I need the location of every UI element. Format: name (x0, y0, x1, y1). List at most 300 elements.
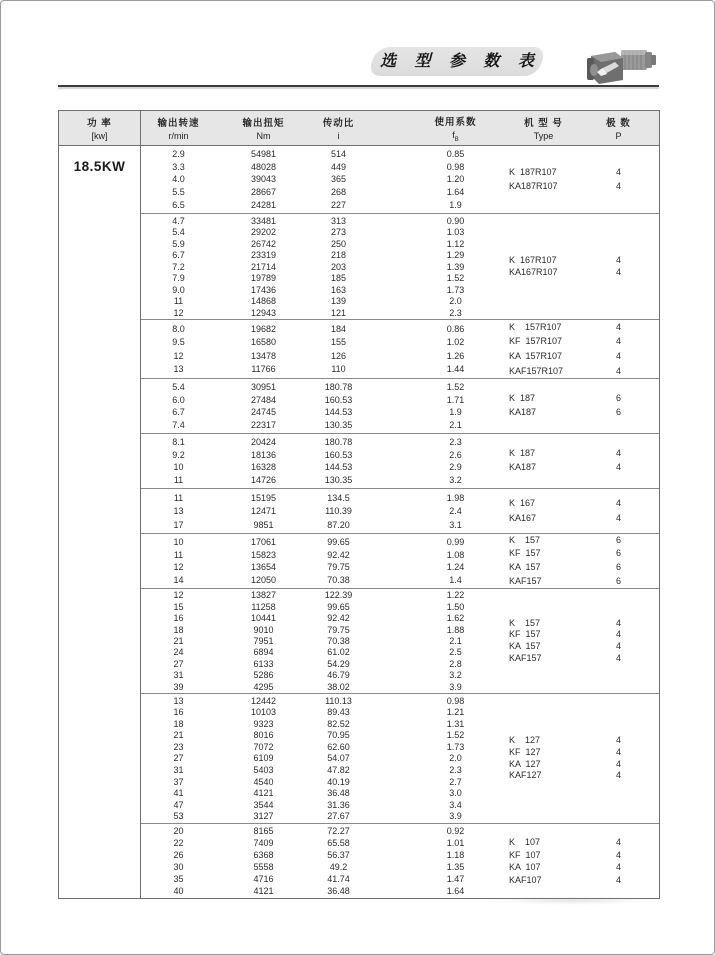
pole-count: 4 (615, 513, 621, 523)
cell: 82.52 (327, 718, 350, 729)
pole-count: 4 (615, 167, 621, 178)
cell: 139 (330, 296, 347, 306)
cell: 26742 (250, 238, 277, 249)
cell: 47.82 (327, 765, 350, 776)
cell: 40 (173, 886, 184, 896)
cell: 70.38 (327, 575, 350, 586)
cell: 163 (330, 284, 347, 295)
cell: 8016 (253, 730, 274, 741)
cell: 1.24 (446, 562, 465, 573)
cell: 49.2 (329, 862, 348, 872)
cell: 31 (173, 670, 184, 681)
cell: 0.90 (446, 215, 465, 226)
cell: 62.60 (327, 741, 350, 752)
model-type: KAF127 (509, 770, 542, 781)
cell: 3544 (253, 799, 274, 810)
cell: 1.26 (446, 350, 465, 361)
cell: 70.95 (327, 730, 350, 741)
cell: 1.44 (446, 364, 465, 375)
table-section (141, 213, 659, 319)
pole-count: 4 (615, 874, 621, 885)
cell: 14 (173, 575, 184, 586)
model-type: K 187 (509, 393, 536, 404)
cell: 12 (173, 307, 184, 318)
cell: 53 (173, 811, 184, 822)
cell: 0.98 (446, 161, 465, 172)
cell: 27484 (250, 394, 277, 405)
table-header-row (59, 111, 659, 146)
cell: 10 (173, 462, 184, 473)
cell: 7951 (253, 635, 274, 646)
cell: 99.65 (327, 601, 350, 612)
cell: 4121 (253, 788, 274, 799)
table-section (141, 433, 659, 488)
table-section (141, 488, 659, 533)
cell: 3.2 (449, 670, 462, 681)
model-type: K 157 (509, 617, 541, 628)
header-poles: 极 数 P (606, 118, 631, 141)
model-type: KF 107 (509, 849, 541, 860)
pole-count: 4 (615, 498, 621, 508)
cell: 54.29 (327, 658, 350, 669)
cell: 184 (330, 323, 347, 334)
cell: 12 (173, 590, 184, 601)
cell: 21 (173, 635, 184, 646)
cell: 18 (173, 718, 184, 729)
cell: 30 (173, 862, 184, 872)
cell: 1.20 (446, 174, 465, 185)
cell: 70.38 (327, 635, 350, 646)
model-type: KA187 (509, 462, 537, 472)
cell: 14726 (250, 475, 277, 486)
pole-count: 4 (615, 351, 621, 361)
model-type: KF 157R107 (509, 336, 563, 347)
cell: 1.52 (446, 273, 465, 283)
cell: 2.7 (449, 776, 462, 787)
cell: 10441 (250, 613, 277, 624)
cell: 10 (173, 536, 184, 547)
cell: 4121 (253, 886, 274, 896)
cell: 39043 (250, 174, 277, 185)
cell: 41 (173, 788, 184, 799)
cell: 2.0 (449, 296, 462, 306)
pole-count: 4 (615, 641, 621, 651)
cell: 514 (330, 148, 347, 159)
cell: 1.02 (446, 337, 465, 348)
cell: 87.20 (327, 519, 350, 530)
cell: 180.78 (324, 436, 353, 447)
cell: 16328 (250, 462, 277, 473)
cell: 9.2 (172, 449, 185, 460)
pole-count: 4 (615, 617, 621, 628)
cell: 31.36 (327, 799, 350, 810)
cell: 26 (173, 850, 184, 860)
cell: 3127 (253, 811, 274, 822)
header-model-type: 机 型 号 Type (524, 118, 563, 141)
title-banner (367, 47, 546, 76)
cell: 8165 (253, 826, 274, 836)
pole-count: 4 (615, 862, 621, 872)
cell: 92.42 (327, 549, 350, 560)
cell: 79.75 (327, 562, 350, 573)
cell: 110.13 (325, 695, 352, 706)
data-sections (141, 146, 659, 898)
pole-count: 4 (615, 321, 621, 332)
cell: 126 (330, 350, 347, 361)
cell: 0.99 (446, 536, 465, 547)
model-type: KAF107 (509, 874, 542, 885)
cell: 11 (173, 475, 184, 486)
scan-smudge (489, 897, 654, 904)
cell: 16 (173, 613, 184, 624)
cell: 130.35 (324, 475, 353, 486)
cell: 155 (330, 337, 347, 348)
cell: 9.0 (172, 284, 185, 295)
cell: 21714 (250, 261, 277, 272)
cell: 1.62 (446, 613, 465, 624)
cell: 1.88 (446, 624, 465, 635)
model-type: KF 157 (509, 629, 541, 640)
cell: 79.75 (327, 624, 350, 635)
cell: 1.73 (446, 284, 465, 295)
cell: 3.0 (449, 788, 462, 799)
cell: 61.02 (327, 647, 350, 658)
table-section (141, 823, 659, 898)
cell: 1.08 (446, 549, 465, 560)
cell: 4540 (253, 776, 274, 787)
cell: 3.9 (449, 681, 462, 692)
power-value: 18.5KW (59, 146, 141, 898)
cell: 1.03 (446, 227, 465, 237)
cell: 8.1 (172, 436, 185, 447)
pole-count: 4 (615, 365, 621, 376)
cell: 1.21 (446, 707, 465, 718)
cell: 160.53 (324, 394, 353, 405)
cell: 36.48 (327, 886, 350, 896)
cell: 28667 (250, 187, 277, 198)
cell: 1.47 (446, 874, 465, 884)
cell: 5558 (253, 862, 274, 872)
cell: 1.71 (446, 394, 465, 405)
cell: 5.5 (172, 187, 185, 198)
cell: 7.2 (172, 261, 185, 272)
cell: 41.74 (327, 874, 350, 884)
pole-count: 4 (615, 180, 621, 191)
cell: 20 (173, 826, 184, 836)
cell: 72.27 (327, 826, 350, 836)
cell: 2.9 (449, 462, 462, 473)
cell: 2.3 (449, 765, 462, 776)
cell: 10103 (250, 707, 277, 718)
cell: 17 (173, 519, 184, 530)
cell: 12471 (250, 506, 277, 516)
pole-count: 4 (615, 746, 621, 757)
cell: 54981 (250, 148, 277, 159)
cell: 22 (173, 838, 184, 848)
model-type: KA 157 (509, 641, 541, 651)
cell: 24 (173, 647, 184, 658)
pole-count: 4 (615, 629, 621, 640)
cell: 89.43 (327, 707, 350, 718)
cell: 38.02 (327, 681, 350, 692)
cell: 31 (173, 765, 184, 776)
model-type: K 157 (509, 534, 541, 545)
header-ratio: 传动比 i (322, 118, 355, 141)
table-section (141, 693, 659, 823)
cell: 218 (330, 250, 347, 260)
model-type: KA167R107 (509, 266, 558, 277)
cell: 1.50 (446, 601, 465, 612)
model-type: K 157R107 (509, 321, 562, 332)
model-type: KF 127 (509, 746, 541, 757)
cell: 5403 (253, 765, 274, 776)
cell: 11258 (251, 601, 276, 612)
cell: 144.53 (324, 462, 353, 473)
cell: 227 (330, 200, 347, 211)
cell: 1.35 (446, 862, 465, 872)
cell: 1.12 (446, 238, 465, 249)
cell: 13827 (250, 590, 277, 601)
cell: 16 (173, 707, 184, 718)
cell: 3.3 (172, 161, 185, 172)
cell: 1.52 (446, 730, 465, 741)
cell: 9.5 (172, 337, 185, 348)
cell: 12 (173, 350, 184, 361)
cell: 2.1 (449, 635, 462, 646)
cell: 4295 (253, 681, 274, 692)
cell: 17061 (250, 536, 277, 547)
cell: 13654 (250, 562, 277, 573)
pole-count: 4 (615, 770, 621, 781)
cell: 6.0 (172, 394, 185, 405)
cell: 27.67 (327, 811, 350, 822)
header-service-factor: 使用系数 $f_B$ (434, 116, 477, 143)
cell: 3.9 (449, 811, 462, 822)
selection-parameter-table (58, 110, 660, 899)
cell: 1.64 (446, 187, 465, 198)
cell: 4.0 (172, 174, 185, 185)
cell: 268 (330, 187, 347, 198)
cell: 2.3 (449, 307, 462, 318)
cell: 2.0 (449, 753, 462, 764)
cell: 1.22 (446, 590, 465, 601)
cell: 36.48 (327, 788, 350, 799)
cell: 12943 (250, 307, 277, 318)
cell: 2.8 (449, 658, 462, 669)
table-section (141, 533, 659, 588)
model-type: KF 157 (509, 548, 541, 559)
cell: 15823 (250, 549, 277, 560)
header-power: 功 率 [kw] (59, 111, 141, 145)
model-type: KA 107 (509, 862, 541, 872)
cell: 2.3 (449, 436, 462, 447)
gearbox-photo-icon (585, 43, 659, 87)
cell: 65.58 (327, 838, 350, 848)
pole-count: 4 (615, 336, 621, 347)
pole-count: 6 (615, 407, 621, 417)
cell: 6894 (253, 647, 274, 658)
header-divider-rule (58, 85, 659, 87)
cell: 54.07 (327, 753, 350, 764)
cell: 24281 (250, 200, 277, 211)
model-type: K 167 (509, 498, 536, 508)
cell: 7409 (253, 838, 274, 848)
cell: 13 (173, 364, 184, 375)
cell: 9323 (253, 718, 274, 729)
cell: 12 (173, 562, 184, 573)
cell: 1.64 (446, 886, 465, 896)
cell: 273 (330, 227, 347, 237)
cell: 11766 (251, 364, 276, 375)
cell: 1.98 (446, 492, 465, 503)
page-title: 选 型 参 数 表 (380, 53, 541, 70)
cell: 1.9 (449, 200, 462, 211)
model-type: KA 157 (509, 562, 541, 572)
model-type: KAF157 (509, 575, 542, 586)
cell: 2.9 (172, 148, 185, 159)
cell: 1.73 (446, 741, 465, 752)
cell: 1.4 (449, 575, 462, 586)
cell: 13 (173, 695, 184, 706)
cell: 18136 (250, 449, 277, 460)
model-type: KA187R107 (509, 180, 558, 191)
model-type: K 187R107 (509, 167, 557, 178)
cell: 0.85 (446, 148, 465, 159)
model-type: KA187 (509, 407, 537, 417)
cell: 35 (173, 874, 184, 884)
cell: 6133 (253, 658, 274, 669)
table-section (141, 146, 659, 213)
pole-count: 4 (615, 462, 621, 472)
cell: 313 (330, 215, 347, 226)
pole-count: 6 (615, 562, 621, 572)
pole-count: 6 (615, 575, 621, 586)
cell: 0.92 (446, 826, 465, 836)
cell: 1.01 (446, 838, 465, 848)
cell: 130.35 (324, 420, 353, 431)
cell: 6.7 (172, 250, 185, 260)
cell: 5.9 (172, 238, 185, 249)
table-section (141, 319, 659, 378)
model-type: K 187 (509, 448, 536, 459)
cell: 9010 (253, 624, 274, 635)
cell: 21 (173, 730, 184, 741)
cell: 121 (330, 307, 347, 318)
cell: 3.1 (449, 519, 462, 530)
pole-count: 4 (615, 652, 621, 663)
cell: 33481 (250, 215, 277, 226)
cell: 1.9 (449, 407, 462, 418)
cell: 3.2 (449, 475, 462, 486)
cell: 13478 (250, 350, 277, 361)
model-type: KA 157R107 (509, 351, 563, 361)
cell: 9851 (253, 519, 274, 530)
pole-count: 4 (615, 837, 621, 847)
cell: 11 (173, 549, 184, 560)
pole-count: 4 (615, 448, 621, 459)
cell: 5286 (253, 670, 274, 681)
model-type: K 107 (509, 837, 541, 847)
cell: 24745 (250, 407, 277, 418)
cell: 2.5 (449, 647, 462, 658)
pole-count: 6 (615, 548, 621, 559)
cell: 19682 (250, 323, 277, 334)
header-output-speed: 输出转速 r/min (157, 118, 200, 141)
cell: 0.86 (446, 323, 465, 334)
cell: 17436 (250, 284, 277, 295)
cell: 37 (173, 776, 184, 787)
cell: 134.5 (327, 492, 350, 503)
table-body (59, 146, 659, 898)
cell: 29202 (250, 227, 277, 237)
cell: 27 (173, 658, 184, 669)
cell: 250 (330, 238, 347, 249)
cell: 18 (173, 624, 184, 635)
cell: 0.98 (446, 695, 465, 706)
pole-count: 4 (615, 254, 621, 265)
table-section (141, 378, 659, 433)
cell: 185 (330, 273, 347, 283)
pole-count: 4 (615, 849, 621, 860)
pole-count: 6 (615, 534, 621, 545)
cell: 2.1 (449, 420, 462, 431)
cell: 47 (173, 799, 184, 810)
pole-count: 6 (615, 393, 621, 404)
model-type: K 127 (509, 734, 541, 745)
cell: 23 (173, 741, 184, 752)
cell: 92.42 (327, 613, 350, 624)
cell: 1.29 (446, 250, 465, 260)
cell: 3.4 (449, 799, 462, 810)
table-section (141, 588, 659, 693)
cell: 5.4 (172, 227, 185, 237)
cell: 19789 (250, 273, 277, 283)
cell: 12050 (250, 575, 277, 586)
cell: 2.4 (449, 506, 462, 516)
cell: 11 (173, 296, 184, 306)
cell: 110.39 (325, 506, 352, 516)
cell: 1.18 (446, 850, 465, 860)
cell: 7.4 (172, 420, 185, 431)
cell: 22317 (250, 420, 277, 431)
cell: 15195 (250, 492, 277, 503)
cell: 203 (330, 261, 347, 272)
cell: 4.7 (172, 215, 185, 226)
cell: 7.9 (172, 273, 185, 283)
cell: 144.53 (324, 407, 353, 418)
cell: 40.19 (327, 776, 350, 787)
cell: 27 (173, 753, 184, 764)
header-output-torque: 输出扭矩 Nm (242, 118, 285, 141)
pole-count: 4 (615, 758, 621, 769)
cell: 2.6 (449, 449, 462, 460)
cell: 6.7 (172, 407, 185, 418)
cell: 6.5 (172, 200, 185, 211)
cell: 122.39 (324, 590, 353, 601)
cell: 99.65 (327, 536, 350, 547)
cell: 13 (173, 506, 184, 516)
cell: 1.52 (446, 381, 465, 392)
cell: 449 (330, 161, 347, 172)
cell: 56.37 (327, 850, 350, 860)
cell: 1.31 (446, 718, 465, 729)
model-type: KAF157 (509, 652, 542, 663)
pole-count: 4 (615, 734, 621, 745)
cell: 8.0 (172, 323, 185, 334)
cell: 6368 (253, 850, 274, 860)
cell: 5.4 (172, 381, 185, 392)
cell: 30951 (250, 381, 277, 392)
